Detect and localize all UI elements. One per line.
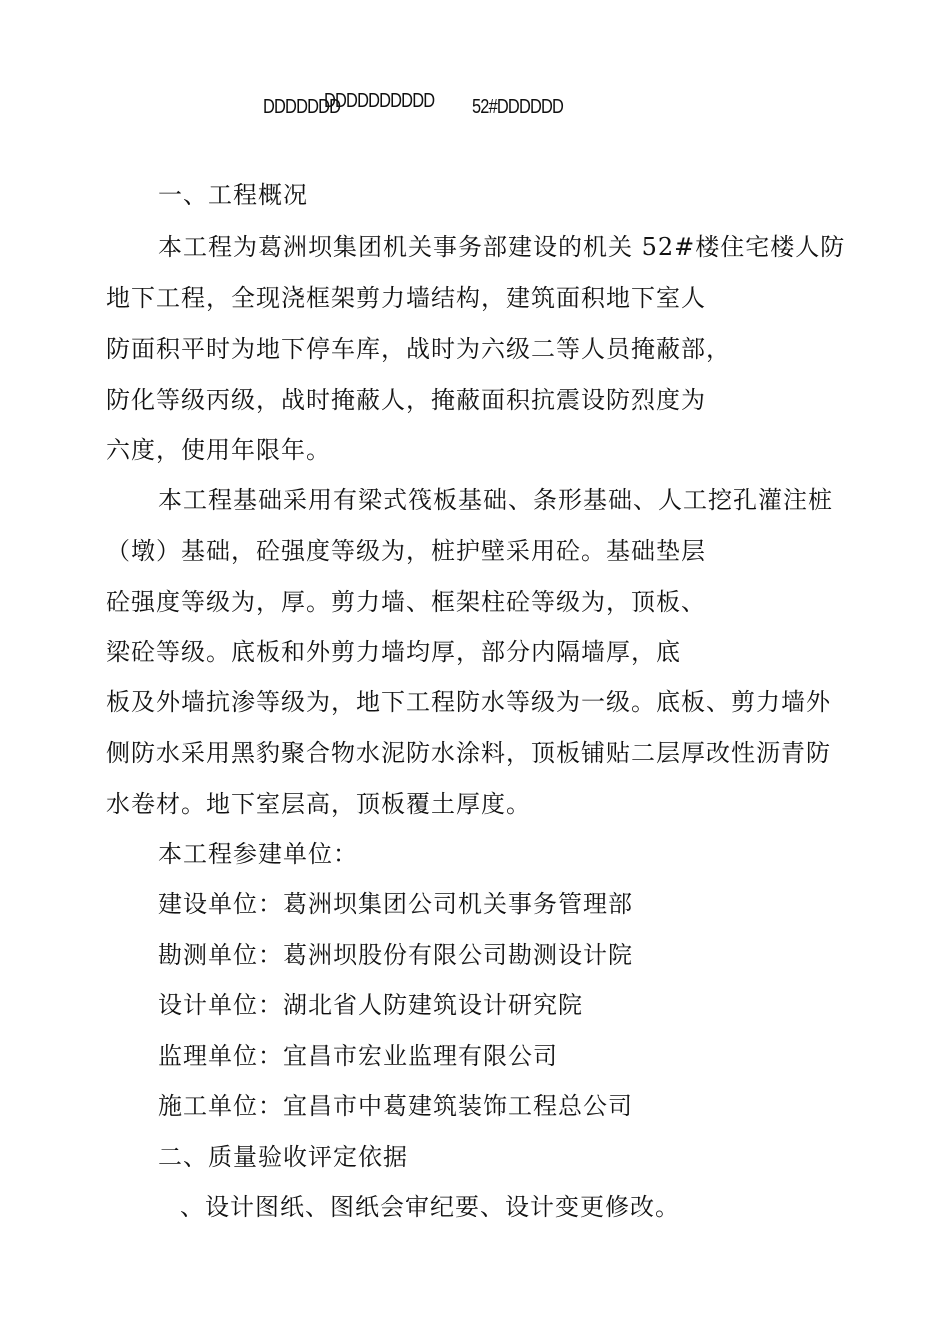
paragraph-line: 防化等级丙级，战时掩蔽人，掩蔽面积抗震设防烈度为 <box>106 386 706 414</box>
participant-item: 监理单位：宜昌市宏业监理有限公司 <box>158 1042 558 1070</box>
paragraph-line: 板及外墙抗渗等级为，地下工程防水等级为一级。底板、剪力墙外 <box>106 688 831 716</box>
header-text-3: 52#DDDDDD <box>472 96 564 118</box>
header-text-2: DDDDDDDDDD <box>324 90 435 112</box>
paragraph-line: 本工程为葛洲坝集团机关事务部建设的机关 52#楼住宅楼人防 <box>158 233 846 261</box>
paragraph-line: 本工程基础采用有梁式筏板基础、条形基础、人工挖孔灌注桩 <box>158 486 833 514</box>
participant-item: 施工单位：宜昌市中葛建筑装饰工程总公司 <box>158 1092 633 1120</box>
header-text-1: DDDDDDD <box>263 96 341 118</box>
paragraph-line: 梁砼等级。底板和外剪力墙均厚，部分内隔墙厚，底 <box>106 638 681 666</box>
participant-item: 勘测单位：葛洲坝股份有限公司勘测设计院 <box>158 941 633 969</box>
paragraph-line: 六度，使用年限年。 <box>106 436 331 464</box>
participant-item: 设计单位：湖北省人防建筑设计研究院 <box>158 991 583 1019</box>
paragraph-line: 砼强度等级为，厚。剪力墙、框架柱砼等级为，顶板、 <box>106 588 706 616</box>
section-heading-overview: 一、工程概况 <box>158 181 308 209</box>
basis-item: 、设计图纸、图纸会审纪要、设计变更修改。 <box>180 1193 680 1221</box>
participants-heading: 本工程参建单位： <box>158 840 358 868</box>
paragraph-line: 水卷材。地下室层高，顶板覆土厚度。 <box>106 790 531 818</box>
paragraph-line: 防面积平时为地下停车库，战时为六级二等人员掩蔽部， <box>106 335 731 363</box>
section-heading-basis: 二、质量验收评定依据 <box>158 1143 408 1171</box>
participant-item: 建设单位：葛洲坝集团公司机关事务管理部 <box>158 890 633 918</box>
paragraph-line: （墩）基础，砼强度等级为，桩护壁采用砼。基础垫层 <box>106 537 706 565</box>
paragraph-line: 侧防水采用黑豹聚合物水泥防水涂料，顶板铺贴二层厚改性沥青防 <box>106 739 831 767</box>
paragraph-line: 地下工程，全现浇框架剪力墙结构，建筑面积地下室人 <box>106 284 706 312</box>
